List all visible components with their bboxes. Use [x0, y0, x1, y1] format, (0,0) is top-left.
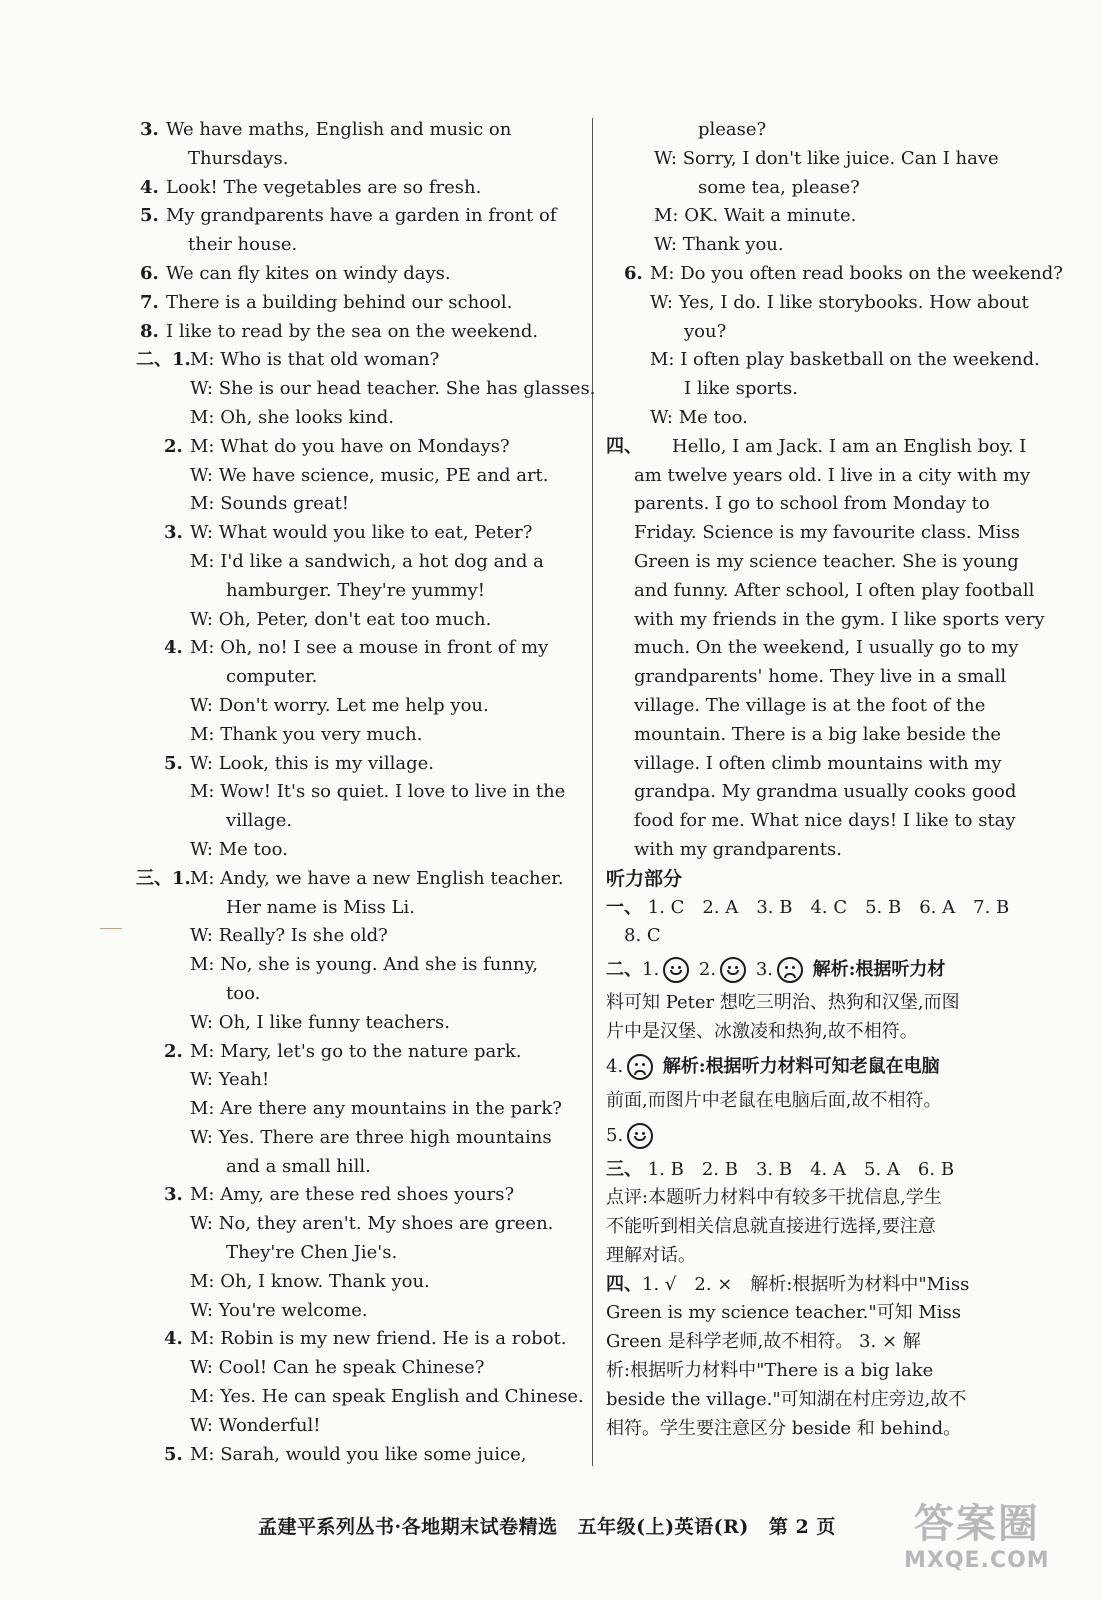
item-number: 4. — [164, 1328, 183, 1350]
right-col-line — [606, 289, 1054, 318]
left-col-line — [138, 174, 576, 203]
line-text: their house. — [188, 234, 298, 256]
passage-line: mountain. There is a big lake beside the — [634, 723, 1002, 745]
pencil-mark — [100, 928, 122, 929]
line-text: Thursdays. — [188, 147, 289, 169]
item-number: 3. — [164, 522, 183, 544]
item-number: 7. — [140, 291, 159, 313]
line-text: M: What do you have on Mondays? — [190, 435, 510, 457]
answer-item: 2. A — [702, 896, 739, 918]
sad-face-icon — [627, 1054, 653, 1080]
item-number: 三、1. — [136, 867, 191, 889]
line-text: M: Oh, she looks kind. — [190, 406, 395, 428]
left-col-line — [138, 1181, 576, 1210]
left-col-line — [138, 490, 576, 519]
left-col-line — [138, 202, 576, 231]
item-number: 2. — [164, 435, 183, 457]
series-name: 孟建平系列丛书·各地期末试卷精选 — [258, 1516, 558, 1538]
part2-label: 二、 — [606, 959, 642, 981]
left-col-line — [138, 721, 576, 750]
passage-line: grandpa. My grandma usually cooks good — [634, 781, 1017, 803]
left-col-line — [138, 894, 576, 923]
dialogue-continued — [606, 116, 1063, 433]
item-number: 2. — [164, 1040, 183, 1062]
left-col-line — [138, 577, 576, 606]
line-text: W: We have science, music, PE and art. — [190, 464, 549, 486]
part4-label: 四、 — [606, 1273, 642, 1295]
passage-line: with my grandparents. — [634, 838, 842, 860]
left-col-line — [138, 1009, 576, 1038]
line-text: I like sports. — [684, 378, 799, 400]
part2-q3-explain-2: 片中是汉堡、冰激凌和热狗,故不相符。 — [606, 1020, 918, 1042]
part2-row2 — [606, 1047, 1054, 1087]
passage-body — [606, 462, 1054, 865]
left-col-line — [138, 375, 596, 404]
line-text: hamburger. They're yummy! — [226, 579, 486, 601]
part3-answer-list — [648, 1159, 972, 1180]
left-col-line — [138, 951, 576, 980]
line-text: M: Oh, I know. Thank you. — [190, 1270, 430, 1292]
part4-text: 1. √ 2. × 解析:根据听为材料中"Miss — [642, 1273, 970, 1295]
part2-row3 — [606, 1116, 1054, 1156]
left-col-line — [138, 1383, 584, 1412]
line-text: M: Thank you very much. — [190, 723, 423, 745]
left-col-line — [138, 145, 576, 174]
line-text: M: Robin is my new friend. He is a robot. — [190, 1328, 567, 1350]
left-col-line — [138, 865, 576, 894]
passage-line: am twelve years old. I live in a city with my — [634, 464, 1031, 486]
answer-item: 6. B — [917, 1158, 955, 1180]
answer-item: 3. B — [755, 1158, 793, 1180]
part2-q4-note: 解析:根据听力材料可知老鼠在电脑 — [662, 1055, 940, 1077]
page-footer — [258, 1512, 836, 1539]
line-text: M: Are there any mountains in the park? — [190, 1098, 562, 1120]
right-col-line — [606, 116, 1054, 145]
line-text: M: Sarah, would you like some juice, — [190, 1443, 527, 1465]
line-text: W: Oh, Peter, don't eat too much. — [190, 608, 492, 630]
column-divider — [592, 118, 593, 1466]
line-text: M: Andy, we have a new English teacher. — [190, 867, 564, 889]
passage-line: with my friends in the gym. I like sports very — [634, 608, 1045, 630]
section-four-marker: 四、 — [606, 435, 642, 457]
line-text: too. — [226, 982, 261, 1004]
left-col-line — [138, 1095, 576, 1124]
line-text: W: Sorry, I don't like juice. Can I have — [654, 147, 999, 169]
line-text: please? — [698, 119, 767, 140]
left-col-line — [138, 750, 576, 779]
answer-item: 3. B — [756, 896, 793, 918]
passage-line: Green is my science teacher. She is young — [634, 550, 1019, 572]
watermark — [904, 1500, 1050, 1573]
sad-face-icon — [777, 957, 803, 983]
left-col-line — [138, 836, 576, 865]
part2-q1: 1. — [642, 959, 660, 981]
line-text: M: Mary, let's go to the nature park. — [190, 1040, 522, 1062]
left-col-line — [138, 346, 576, 375]
item-number: 5. — [164, 1443, 183, 1465]
left-col-line — [138, 1066, 576, 1095]
part4-line-6: 相符。学生要注意区分 beside 和 behind。 — [606, 1417, 962, 1439]
left-column — [136, 116, 596, 1469]
part2-q3: 3. — [755, 959, 774, 981]
left-col-line — [138, 433, 576, 462]
line-text: My grandparents have a garden in front of — [166, 205, 557, 227]
line-text: W: Cool! Can he speak Chinese? — [190, 1357, 485, 1379]
line-text: W: She is our head teacher. She has glasses. — [190, 378, 596, 400]
passage-first-line — [606, 433, 1054, 462]
item-number: 4. — [140, 176, 159, 198]
line-text: computer. — [226, 666, 318, 688]
line-text: village. — [226, 810, 293, 832]
line-text: W: No, they aren't. My shoes are green. — [190, 1213, 554, 1235]
left-col-line — [138, 116, 576, 145]
line-text: M: I often play basketball on the weekend. — [650, 349, 1040, 371]
left-col-line — [138, 1210, 576, 1239]
line-text: W: Look, this is my village. — [190, 752, 434, 774]
left-col-line — [138, 1268, 576, 1297]
page-number: 第 2 页 — [768, 1516, 836, 1538]
answer-item: 4. A — [810, 1158, 847, 1180]
line-text: They're Chen Jie's. — [226, 1242, 398, 1264]
passage-line: Friday. Science is my favourite class. Miss — [634, 522, 1020, 544]
right-col-line — [606, 346, 1054, 375]
line-text: I like to read by the sea on the weekend. — [166, 320, 539, 342]
answer-item: 6. A — [919, 896, 956, 918]
line-text: M: Wow! It's so quiet. I love to live in the — [190, 781, 566, 803]
left-col-line — [138, 404, 576, 433]
left-col-line — [138, 260, 576, 289]
part2-q4-explain: 前面,而图片中老鼠在电脑后面,故不相符。 — [606, 1089, 942, 1111]
line-text: you? — [684, 320, 727, 342]
left-col-line — [138, 1239, 576, 1268]
part2-q4: 4. — [606, 1055, 624, 1077]
part4-line-1 — [606, 1271, 1054, 1300]
line-text: W: Me too. — [650, 406, 748, 428]
line-text: There is a building behind our school. — [166, 291, 513, 313]
line-text: M: Sounds great! — [190, 493, 350, 515]
left-col-line — [138, 462, 576, 491]
part4-line-2: Green is my science teacher."可知 Miss — [606, 1302, 962, 1324]
left-col-line — [138, 1124, 576, 1153]
passage-line: much. On the weekend, I usually go to my — [634, 637, 1019, 659]
answer-item: 1. B — [647, 1158, 684, 1180]
right-col-line — [606, 145, 1054, 174]
line-text: W: What would you like to eat, Peter? — [190, 522, 533, 544]
passage-line: village. I often climb mountains with my — [634, 752, 1002, 774]
line-text: W: Really? Is she old? — [190, 925, 388, 947]
right-col-line — [606, 202, 1054, 231]
right-column — [606, 116, 1063, 1443]
item-number: 4. — [164, 637, 183, 659]
item-number: 8. — [140, 320, 159, 342]
grade-subject: 五年级(上)英语(R) — [577, 1516, 749, 1538]
smiley-face-icon — [720, 957, 746, 983]
line-text: W: Yes, I do. I like storybooks. How about — [650, 291, 1029, 313]
part4-line-3: Green 是科学老师,故不相符。 3. × 解 — [606, 1331, 921, 1353]
left-col-line — [138, 778, 576, 807]
part2-q3-explain-1: 料可知 Peter 想吃三明治、热狗和汉堡,而图 — [606, 992, 960, 1014]
part3-answers — [606, 1156, 1054, 1185]
left-col-line — [138, 807, 576, 836]
line-text: Her name is Miss Li. — [226, 896, 415, 918]
line-text: W: Wonderful! — [190, 1414, 321, 1436]
left-col-line — [138, 980, 576, 1009]
part4-line-5: beside the village."可知湖在村庄旁边,故不 — [606, 1388, 967, 1410]
item-number: 二、1. — [136, 349, 191, 371]
item-number: 3. — [140, 119, 159, 140]
left-col-line — [138, 692, 576, 721]
passage-line: and funny. After school, I often play football — [634, 579, 1035, 601]
smiley-face-icon — [627, 1123, 653, 1149]
line-text: and a small hill. — [226, 1155, 371, 1177]
part1-answer-list — [648, 897, 1028, 918]
answer-item: 7. B — [973, 896, 1010, 918]
left-col-line — [138, 606, 576, 635]
left-col-line — [138, 318, 576, 347]
part2-q5: 5. — [606, 1124, 624, 1146]
left-col-line — [138, 1412, 576, 1441]
line-text: M: I'd like a sandwich, a hot dog and a — [190, 550, 544, 572]
left-col-line — [138, 922, 576, 951]
left-col-line — [138, 231, 576, 260]
line-text: W: Don't worry. Let me help you. — [190, 694, 489, 716]
left-col-line — [138, 634, 576, 663]
line-text: M: Do you often read books on the weekend? — [650, 262, 1063, 284]
line-text: We can fly kites on windy days. — [166, 262, 451, 284]
left-col-line — [138, 548, 576, 577]
part4-line-4: 析:根据听力材料中"There is a big lake — [606, 1360, 934, 1382]
line-text: W: You're welcome. — [190, 1299, 368, 1321]
passage-line: grandparents' home. They live in a small — [634, 666, 1007, 688]
passage-line: parents. I go to school from Monday to — [634, 493, 990, 515]
line-text: W: Oh, I like funny teachers. — [190, 1011, 450, 1033]
listening-heading: 听力部分 — [606, 867, 683, 890]
right-col-line — [606, 174, 1054, 203]
part2-row1 — [606, 951, 1054, 989]
right-col-line — [606, 318, 1054, 347]
line-text: M: Amy, are these red shoes yours? — [190, 1184, 515, 1206]
line-text: W: Yeah! — [190, 1069, 270, 1091]
part1-label: 一、 — [606, 896, 642, 918]
watermark-logo: 答案圈 — [913, 1501, 1040, 1547]
right-col-line — [606, 404, 1054, 433]
line-text: M: OK. Wait a minute. — [654, 205, 857, 227]
left-col-line — [138, 289, 576, 318]
smiley-face-icon — [663, 957, 689, 983]
part2-q2: 2. — [698, 959, 717, 981]
item-number: 6. — [140, 262, 159, 284]
part3-comment-3: 理解对话。 — [606, 1244, 696, 1266]
line-text: Look! The vegetables are so fresh. — [166, 176, 482, 198]
passage-line: Hello, I am Jack. I am an English boy. I — [672, 435, 1027, 457]
part1-answer-8: 8. C — [624, 925, 661, 947]
line-text: some tea, please? — [698, 176, 860, 198]
line-text: M: Who is that old woman? — [190, 349, 440, 371]
line-text: M: Oh, no! I see a mouse in front of my — [190, 637, 549, 659]
answer-item: 5. B — [865, 896, 902, 918]
answer-item: 2. B — [701, 1158, 738, 1180]
line-text: W: Me too. — [190, 838, 288, 860]
left-col-line — [138, 519, 576, 548]
passage-line: village. The village is at the foot of the — [634, 694, 986, 716]
left-col-line — [138, 1325, 576, 1354]
answer-item: 5. A — [864, 1158, 900, 1180]
left-col-line — [138, 1441, 576, 1470]
right-col-line — [606, 231, 1054, 260]
part3-comment-1: 点评:本题听力材料中有较多干扰信息,学生 — [606, 1187, 942, 1209]
part3-label: 三、 — [606, 1158, 642, 1180]
part2-q3-note: 解析:根据听力材 — [812, 959, 946, 981]
line-text: W: Yes. There are three high mountains — [190, 1126, 552, 1148]
answer-item: 4. C — [810, 896, 848, 918]
left-col-line — [138, 1297, 576, 1326]
item-number: 5. — [140, 205, 159, 227]
line-text: W: Thank you. — [654, 234, 784, 256]
passage-line: food for me. What nice days! I like to stay — [634, 810, 1016, 832]
item-number: 5. — [164, 752, 183, 774]
answer-item: 1. C — [647, 896, 685, 918]
line-text: M: Yes. He can speak English and Chinese. — [190, 1386, 584, 1408]
line-text: M: No, she is young. And she is funny, — [190, 954, 539, 976]
item-number: 6. — [624, 262, 643, 284]
watermark-url: MXQE.COM — [904, 1548, 1050, 1573]
part1-answers — [606, 894, 1054, 923]
right-col-line — [606, 375, 1054, 404]
part3-comment-2: 不能听到相关信息就直接进行选择,要注意 — [606, 1216, 936, 1238]
right-col-line — [606, 260, 1063, 289]
left-col-line — [138, 1153, 576, 1182]
item-number: 3. — [164, 1184, 183, 1206]
line-text: We have maths, English and music on — [166, 119, 512, 140]
left-col-line — [138, 1038, 576, 1067]
left-col-line — [138, 663, 576, 692]
left-col-line — [138, 1354, 576, 1383]
